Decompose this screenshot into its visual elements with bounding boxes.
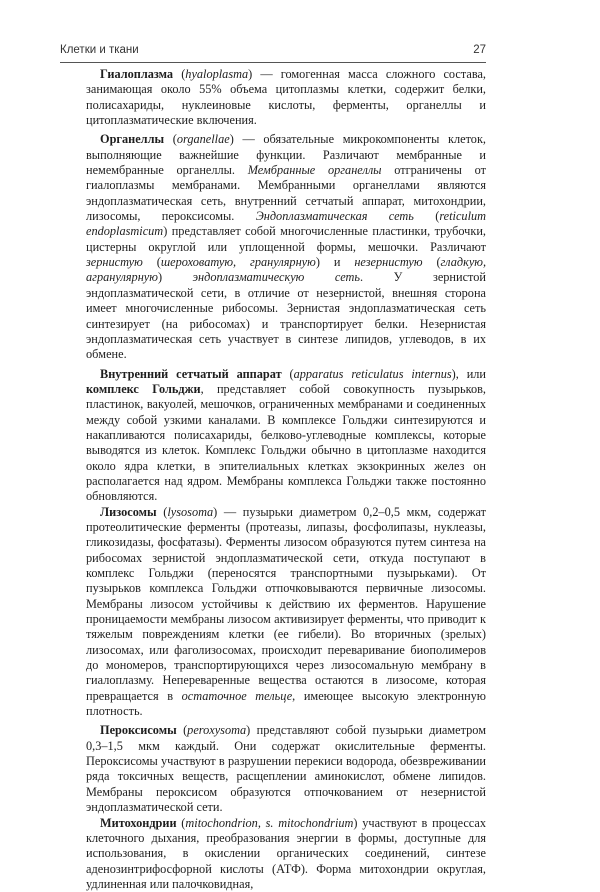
chapter-title: Клетки и ткани — [60, 44, 139, 56]
italic-text: apparatus reticulatus internus — [294, 367, 452, 381]
text-run: ( — [157, 505, 168, 519]
text-run: ( — [282, 367, 294, 381]
italic-text: незернистую — [354, 255, 422, 269]
text-run: . У зернистой эндоплазматической сети, в отличие от незернистой, внешняя сторона имеет многочисленные рибосомы. Зернистая эндоплазматическая сеть синтезирует (на рибосомах) и транспортирует белки. Незернистая эндоплазматическая сеть участвует в синтезе липидов, углеводов, в их обмене. — [86, 270, 486, 361]
italic-text: peroxysoma — [187, 723, 246, 737]
text-run: ) и — [316, 255, 355, 269]
italic-text: mitochondrion, s. mitochondrium — [185, 816, 353, 830]
italic-text: organellae — [177, 132, 230, 146]
text-run: , представляет собой совокупность пузырьков, пластинок, вакуолей, мешочков, ограниченных мембранами и соединенных между собой узкими каналами. В комплексе Гольджи синтезируются и накапливаются полисахариды, белково-углеводные комплексы, которые выводятся из клеток. Комплекс Гольджи обычно в цитоплазме находится около ядра клетки, в эпителиальных клетках экзокринных желез он располагается над ядром. Мембраны комплекса Гольджи также постоянно обновляются. — [86, 382, 486, 503]
paragraph-hyaloplasm — [86, 67, 486, 128]
text-run: ( — [414, 209, 439, 223]
text-run: ) представляет собой многочисленные пластинки, трубочки, цистерны округлой или уплощенной формы, мешочки. Различают — [86, 224, 486, 253]
text-run: ) — [158, 270, 193, 284]
text-run: ( — [173, 67, 185, 81]
text-run: ( — [164, 132, 177, 146]
body-text — [86, 67, 486, 892]
italic-text: lysosoma — [167, 505, 213, 519]
italic-text: зернистую — [86, 255, 143, 269]
italic-text: reticulum endoplasmicum — [86, 209, 486, 238]
text-run: ) — гомогенная масса сложного состава, занимающая около 55% объема цитоплазмы клетки, содержит белки, полисахариды, нуклеиновые кислоты, ферменты, органеллы и цитоплазматические включения. — [86, 67, 486, 127]
italic-text: Мембранные органеллы — [248, 163, 382, 177]
text-run: ) — пузырьки диаметром 0,2–0,5 мкм, содержат протеолитические ферменты (протеазы, липазы, фосфолипазы, нуклеазы, гликозидазы, фосфатазы). Ферменты лизосом образуются путем синтеза на рибосомах зернистой эндоплазматической сети, откуда поступают в комплекс Гольджи (переносятся транспортными пузырьками). От пузырьков комплекса Гольджи отпочковываются первичные лизосомы. Мембраны лизосом устойчивы к действию их ферментов. Нарушение проницаемости мембраны лизосом активизирует ферменты, что приводит к тяжелым повреждениям клетки (ее гибели). Во вторичных (зрелых) лизосомах, или фаголизосомах, происходит переваривание биополимеров до мономеров, транспортирующихся через лизосомальную мембрану в гиалоплазму. Непереваренные вещества остаются в лизосоме, которая превращается в — [86, 505, 486, 703]
term: Внутренний сетчатый аппарат — [100, 367, 282, 381]
text-run: ) представляют собой пузырьки диаметром 0,3–1,5 мкм каждый. Они содержат окислительные ферменты. Пероксисомы участвуют в разрушении перекиси водорода, обезвреживании ряда токсичных веществ, расщеплении аминокислот, обмене липидов. Мембраны пероксисом образуются отпочкованием от незернистой эндоплазматической сети. — [86, 723, 486, 814]
term: Пероксисомы — [100, 723, 177, 737]
text-run: ( — [177, 723, 187, 737]
paragraph-peroxisomes — [86, 723, 486, 815]
term: Лизосомы — [100, 505, 157, 519]
paragraph-organelles — [86, 132, 486, 362]
term: Органеллы — [100, 132, 164, 146]
text-run: ( — [423, 255, 441, 269]
italic-text: шероховатую, гранулярную — [161, 255, 316, 269]
italic-text: гладкую, агранулярную — [86, 255, 486, 284]
text-run: отграничены от гиалоплазмы мембранами. Мембранными органеллами являются эндоплазматическая сеть, внутренний сетчатый аппарат, митохондрии, лизосомы, пероксисомы. — [86, 163, 486, 223]
paragraph-lysosomes — [86, 505, 486, 720]
italic-text: hyaloplasma — [185, 67, 248, 81]
italic-text: остаточное тельце — [182, 689, 293, 703]
paragraph-mitochondria — [86, 816, 486, 892]
text-run: ( — [143, 255, 161, 269]
italic-text: эндоплазматическую сеть — [193, 270, 360, 284]
text-run: ( — [177, 816, 186, 830]
italic-text: Эндоплазматическая сеть — [256, 209, 414, 223]
text-run: ) участвуют в процессах клеточного дыхания, преобразования энергии в формы, доступные для использования, в окислении органических соединений, синтезе аденозинтрифосфорной кислоты (АТФ). Форма митохондрии округлая, удлиненная или палочковидная, — [86, 816, 486, 891]
text-run: ), или — [452, 367, 486, 381]
text-run: ) — обязательные микрокомпоненты клеток, выполняющие важнейшие функции. Различают мембранные и немембранные органеллы. — [86, 132, 486, 177]
paragraph-golgi — [86, 367, 486, 505]
term: комплекс Гольджи — [86, 382, 201, 396]
text-run: , имеющее высокую электронную плотность. — [86, 689, 486, 718]
page-number: 27 — [473, 44, 486, 56]
running-header — [60, 44, 486, 56]
term: Гиалоплазма — [100, 67, 173, 81]
term: Митохондрии — [100, 816, 177, 830]
header-rule — [60, 62, 486, 63]
